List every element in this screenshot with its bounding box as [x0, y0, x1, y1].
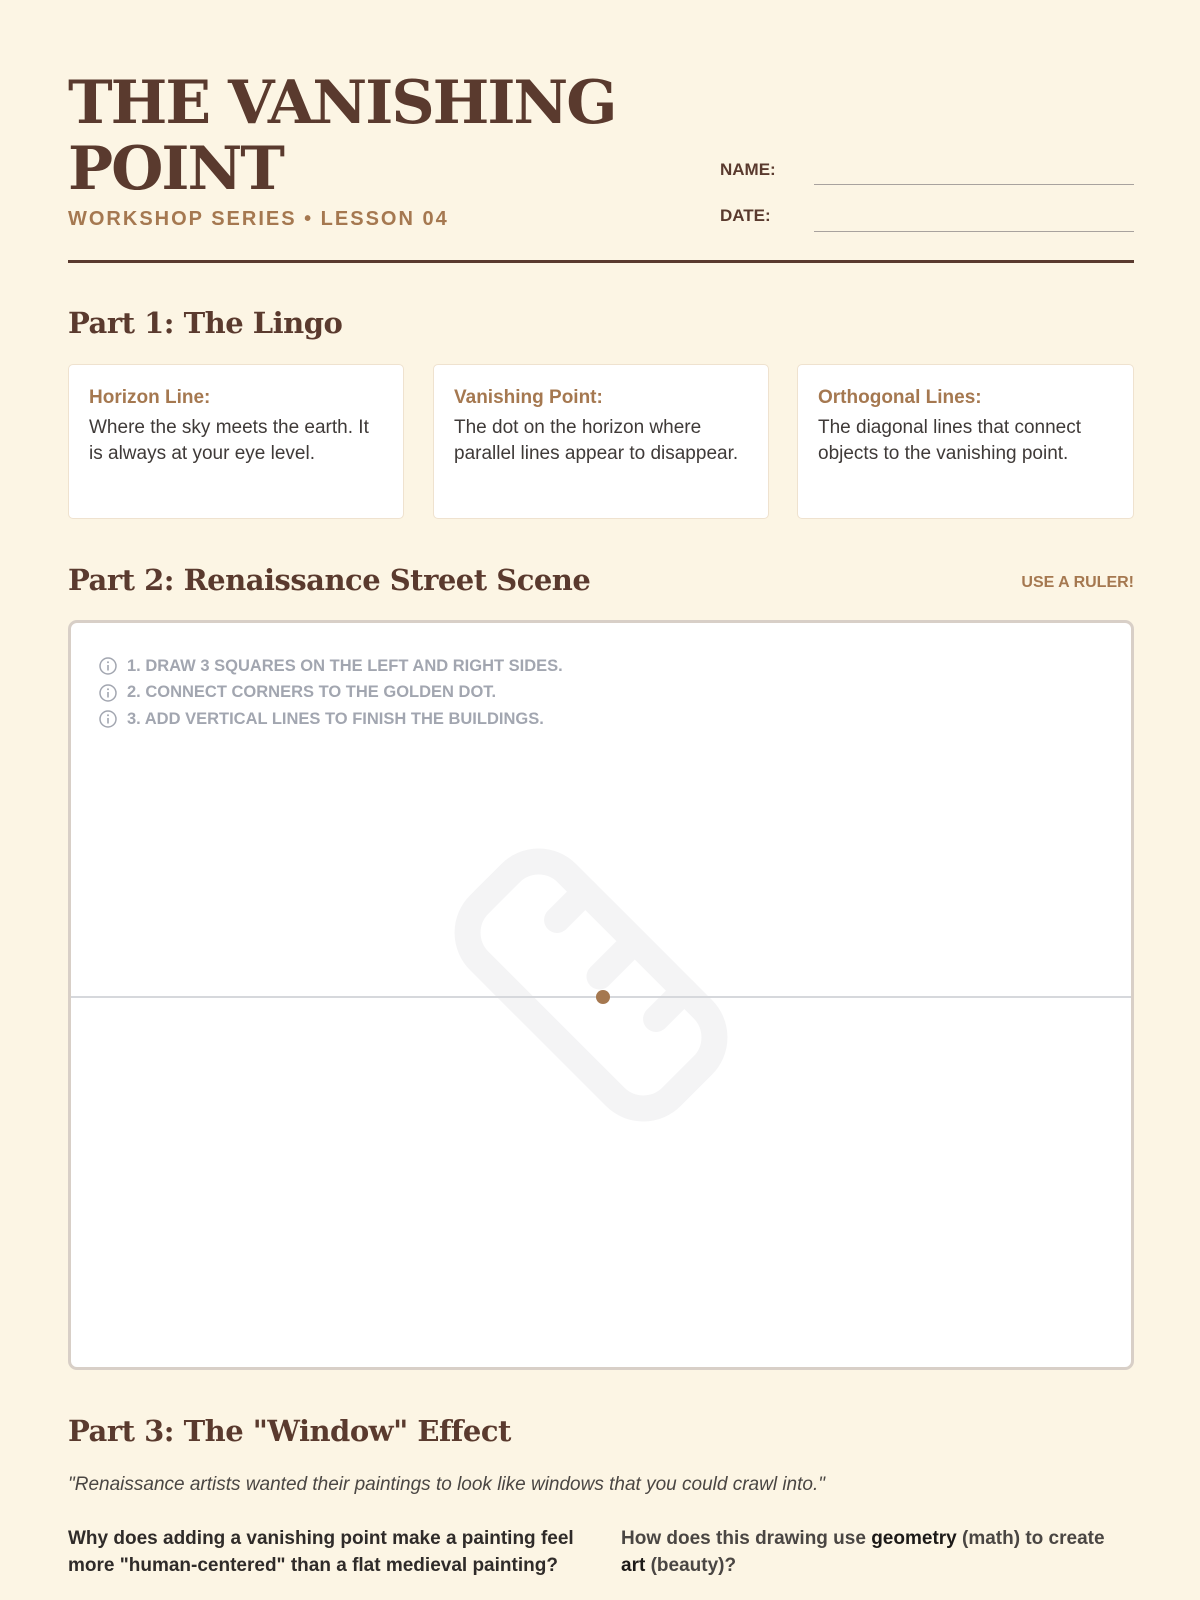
ruler-note: USE A RULER! — [1021, 574, 1134, 591]
instruction-step — [98, 706, 563, 733]
term-label: Orthogonal Lines: — [818, 387, 982, 408]
instruction-text: 3. ADD VERTICAL LINES TO FINISH THE BUILDINGS. — [127, 709, 544, 728]
term-label: Vanishing Point: — [454, 387, 603, 408]
worksheet-page — [68, 0, 1134, 1600]
question-2 — [621, 1525, 1121, 1579]
drawing-area[interactable] — [68, 620, 1134, 1370]
instruction-step — [98, 653, 563, 680]
instruction-text: 1. DRAW 3 SQUARES ON THE LEFT AND RIGHT SIDES. — [127, 656, 563, 675]
term-card-orthogonal — [797, 364, 1134, 519]
info-icon — [98, 656, 118, 676]
title-line-2: POINT — [68, 134, 283, 204]
info-icon — [98, 709, 118, 729]
term-definition: Where the sky meets the earth. It is always at your eye level. — [89, 417, 369, 464]
worksheet-title — [68, 70, 628, 202]
term-card-horizon — [68, 364, 404, 519]
term-definition: The dot on the horizon where parallel lines appear to disappear. — [454, 417, 739, 464]
term-card-vanishing-point — [433, 364, 769, 519]
vanishing-point-dot — [596, 990, 610, 1004]
instruction-step — [98, 680, 563, 707]
question-emphasis: art — [621, 1555, 646, 1576]
part1-title: Part 1: The Lingo — [68, 306, 343, 340]
part2-title: Part 2: Renaissance Street Scene — [68, 563, 591, 597]
question-text: How does this drawing use — [621, 1528, 872, 1549]
question-text: (math) to create — [956, 1528, 1105, 1549]
part3-title: Part 3: The "Window" Effect — [68, 1414, 511, 1448]
header-divider — [68, 260, 1134, 263]
term-definition: The diagonal lines that connect objects to the vanishing point. — [818, 417, 1082, 464]
instruction-list — [98, 653, 563, 733]
date-label: DATE: — [720, 206, 771, 225]
info-icon — [98, 683, 118, 703]
date-field[interactable] — [814, 231, 1134, 232]
name-label: NAME: — [720, 160, 776, 179]
worksheet-subtitle: WORKSHOP SERIES • LESSON 04 — [68, 208, 449, 230]
artist-quote: "Renaissance artists wanted their paintings to look like windows that you could crawl into." — [68, 1474, 825, 1495]
term-label: Horizon Line: — [89, 387, 211, 408]
instruction-text: 2. CONNECT CORNERS TO THE GOLDEN DOT. — [127, 683, 497, 702]
title-line-1: THE VANISHING — [68, 68, 616, 138]
question-text: (beauty)? — [645, 1555, 737, 1576]
question-emphasis: geometry — [871, 1528, 957, 1549]
question-1: Why does adding a vanishing point make a painting feel more "human-centered" than a flat medieval painting? — [68, 1528, 574, 1576]
name-field[interactable] — [814, 184, 1134, 185]
